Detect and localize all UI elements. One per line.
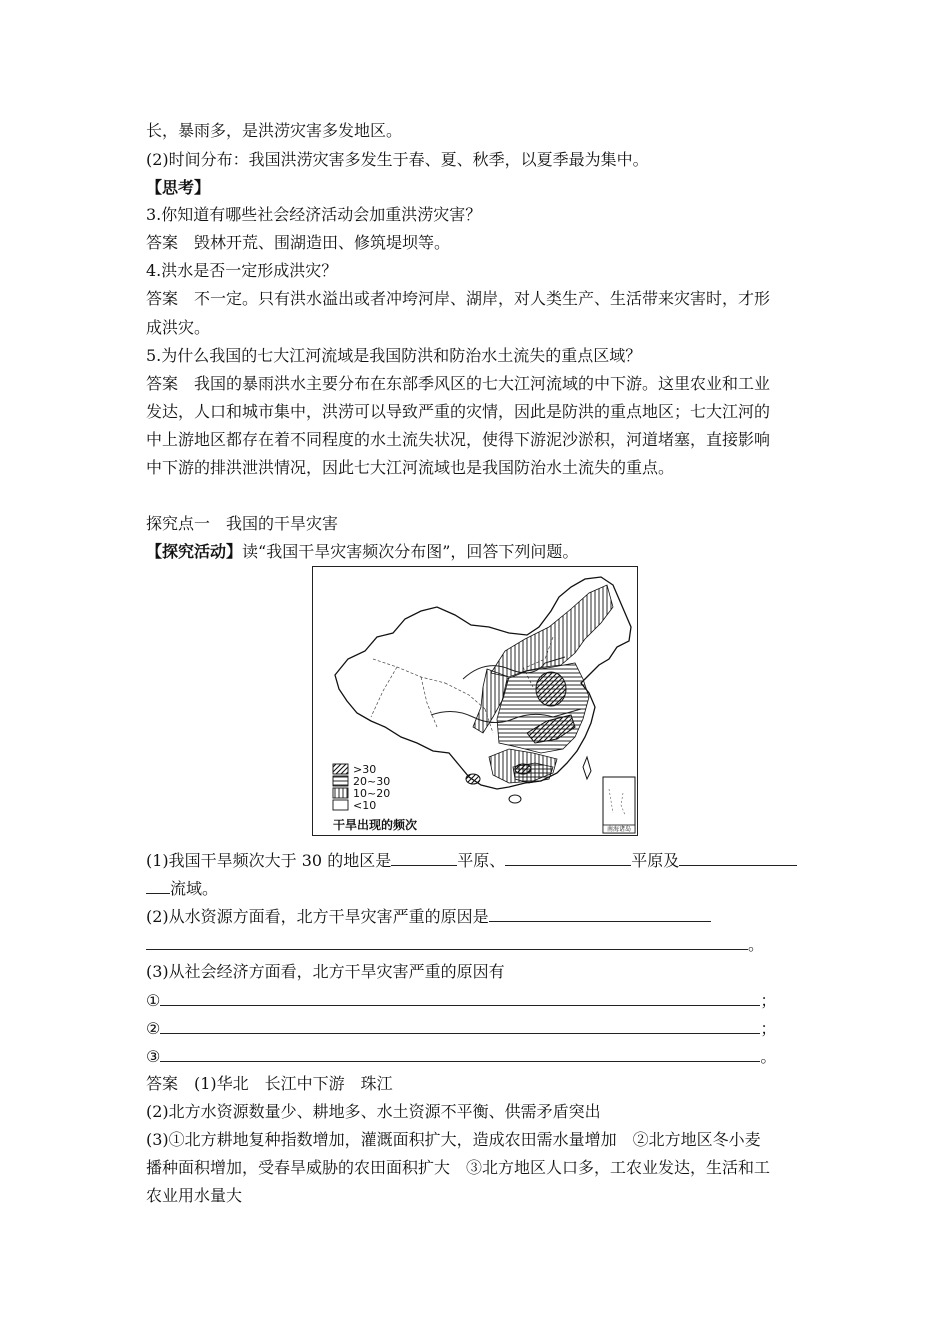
think-heading: 【思考】 — [146, 178, 211, 197]
semicolon-2: ； — [760, 1019, 777, 1038]
answer-1: 答案 (1)华北 长江中下游 珠江 — [146, 1074, 393, 1093]
south-china-sea-inset — [603, 777, 635, 833]
circle-3: ③ — [146, 1047, 161, 1066]
question-3: 3.你知道有哪些社会经济活动会加重洪涝灾害？ — [146, 205, 482, 224]
q1-text-b: 平原、 — [457, 851, 506, 870]
intro-line-1: 长，暴雨多，是洪涝灾害多发地区。 — [146, 121, 403, 140]
question-5: 5.为什么我国的七大江河流域是我国防洪和防治水土流失的重点区域？ — [146, 346, 642, 365]
question-1-line-2 — [146, 878, 218, 899]
answer-4-line-2: 成洪灾。 — [146, 318, 211, 337]
answer-blank-6[interactable] — [160, 1018, 760, 1034]
section-title: 探究点一 我国的干旱灾害 — [146, 514, 339, 533]
circle-1: ① — [146, 991, 161, 1010]
answer-blank-4[interactable] — [489, 906, 711, 922]
question-3-blank-1 — [146, 990, 776, 1011]
semicolon-1: ； — [760, 991, 777, 1010]
answer-3-line-2: 播种面积增加，受春旱威胁的农田面积扩大 ③北方地区人口多，工农业发达，生活和工 — [146, 1158, 771, 1177]
legend-swatch-vertical — [333, 788, 348, 798]
question-2-line-1 — [146, 906, 711, 927]
answer-4-line-1: 答案 不一定。只有洪水溢出或者冲垮河岸、湖岸，对人类生产、生活带来灾害时，才形 — [146, 289, 771, 308]
question-1-line-1 — [146, 850, 797, 871]
question-3-blank-3 — [146, 1046, 776, 1067]
answer-blank-7[interactable] — [160, 1046, 760, 1062]
answer-blank-3[interactable] — [679, 850, 797, 866]
answer-5-line-4: 中下游的排洪泄洪情况，因此七大江河流域也是我国防治水土流失的重点。 — [146, 458, 675, 477]
q1-text-c: 平原及 — [631, 851, 680, 870]
period-3: 。 — [760, 1047, 777, 1066]
drought-frequency-map — [312, 566, 638, 836]
answer-blank-1[interactable] — [391, 850, 457, 866]
zone-over-30-north-china — [536, 672, 566, 706]
question-3-blank-2 — [146, 1018, 776, 1039]
map-legend — [333, 763, 417, 832]
map-title: 干旱出现的频次 — [333, 818, 418, 832]
zone-over-30-southwest — [466, 774, 480, 784]
map-drawing — [313, 567, 638, 836]
legend-label-1: >30 — [353, 763, 377, 776]
q2-end: 。 — [748, 935, 765, 954]
answer-blank-5[interactable] — [160, 990, 760, 1006]
legend-label-4: <10 — [353, 799, 377, 812]
activity-label: 【探究活动】 — [146, 542, 243, 561]
legend-label-2: 20~30 — [353, 775, 391, 788]
question-3-prompt: (3)从社会经济方面看，北方干旱灾害严重的原因有 — [146, 962, 505, 981]
zone-over-30-pearl — [515, 764, 531, 774]
legend-swatch-blank — [333, 800, 348, 810]
answer-2: (2)北方水资源数量少、耕地多、水土资源不平衡、供需矛盾突出 — [146, 1102, 601, 1121]
answer-3-line-1: (3)①北方耕地复种指数增加，灌溉面积扩大，造成农田需水量增加 ②北方地区冬小麦 — [146, 1130, 761, 1149]
legend-swatch-diagonal — [333, 764, 348, 774]
question-2-line-2 — [146, 934, 764, 955]
question-4: 4.洪水是否一定形成洪灾？ — [146, 261, 338, 280]
q1-text-d: 流域。 — [170, 879, 219, 898]
q1-text-a: (1)我国干旱频次大于 30 的地区是 — [146, 851, 392, 870]
legend-swatch-horizontal — [333, 776, 348, 786]
answer-3-line-3: 农业用水量大 — [146, 1186, 243, 1205]
answer-blank-4-cont[interactable] — [146, 934, 748, 950]
inset-label: 南海诸岛 — [606, 826, 632, 833]
zone-10-20-north — [491, 585, 613, 677]
answer-3: 答案 毁林开荒、围湖造田、修筑堤坝等。 — [146, 233, 451, 252]
q2-text: (2)从水资源方面看，北方干旱灾害严重的原因是 — [146, 907, 489, 926]
answer-blank-2[interactable] — [505, 850, 631, 866]
intro-line-2: (2)时间分布：我国洪涝灾害多发生于春、夏、秋季，以夏季最为集中。 — [146, 150, 649, 169]
activity-text: 读“我国干旱灾害频次分布图”，回答下列问题。 — [242, 542, 579, 561]
legend-label-3: 10~20 — [353, 787, 391, 800]
activity-line — [146, 542, 578, 562]
answer-5-line-3: 中上游地区都存在着不同程度的水土流失状况，使得下游泥沙淤积，河道堵塞，直接影响 — [146, 430, 771, 449]
answer-5-line-1: 答案 我国的暴雨洪水主要分布在东部季风区的七大江河流域的中下游。这里农业和工业 — [146, 374, 771, 393]
circle-2: ② — [146, 1019, 161, 1038]
answer-blank-3-cont[interactable] — [146, 878, 170, 894]
answer-5-line-2: 发达，人口和城市集中，洪涝可以导致严重的灾情，因此是防洪的重点地区；七大江河的 — [146, 402, 771, 421]
